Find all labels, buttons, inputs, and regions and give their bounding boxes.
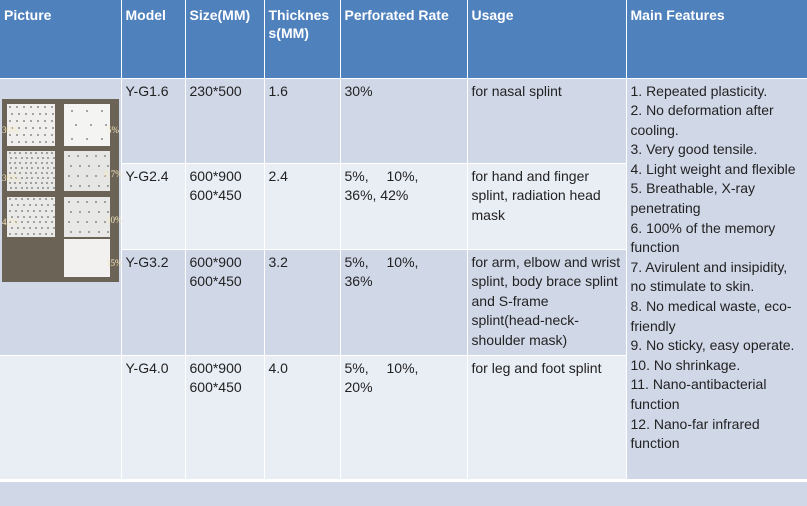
perforation-dot xyxy=(70,165,72,167)
perforation-dot xyxy=(95,221,97,223)
perforation-dot xyxy=(44,106,46,108)
perforation-dot xyxy=(107,231,109,233)
perforation-dot xyxy=(17,204,19,206)
perforation-dot xyxy=(33,233,35,235)
perforation-dot xyxy=(30,152,32,154)
header-perforated-rate: Perforated Rate xyxy=(340,0,467,78)
perforation-dot xyxy=(35,162,37,164)
photo-label: 5% xyxy=(107,124,119,135)
perforation-dot xyxy=(86,175,88,177)
size-cell: 230*500 xyxy=(185,78,264,163)
perforation-dot xyxy=(51,182,53,184)
perforation-dot xyxy=(45,141,47,143)
perforation-dot xyxy=(21,187,23,189)
perforation-dot xyxy=(104,201,106,203)
table-row xyxy=(0,78,807,163)
feature-item: 10. No shrinkage. xyxy=(630,356,741,373)
perforation-dot xyxy=(95,155,97,157)
perforation-dot xyxy=(101,138,103,140)
perforation-dot xyxy=(29,227,31,229)
perforation-dot xyxy=(53,227,55,229)
perforation-dot xyxy=(32,141,34,143)
perforation-dot xyxy=(71,138,73,140)
perforation-dot xyxy=(21,198,23,200)
perforation-dot xyxy=(79,165,81,167)
perforation-dot xyxy=(39,233,41,235)
perforation-dot xyxy=(98,185,100,187)
perforation-dot xyxy=(45,113,47,115)
thickness-cell: 1.6 xyxy=(264,78,340,163)
perforation-dot xyxy=(15,210,17,212)
perforation-dot xyxy=(10,157,12,159)
feature-item: 2. No deformation after cooling. xyxy=(630,102,774,138)
perforation-dot xyxy=(44,134,46,136)
header-row xyxy=(0,0,807,78)
header-usage: Usage xyxy=(467,0,626,78)
perforation-dot xyxy=(37,187,39,189)
perforation-dot xyxy=(26,187,28,189)
perforation-dot xyxy=(25,141,27,143)
perforation-dot xyxy=(53,157,55,159)
perforation-dot xyxy=(31,187,33,189)
thickness-cell: 4.0 xyxy=(264,355,340,479)
perforation-dot xyxy=(42,157,44,159)
header-main-features: Main Features xyxy=(626,0,807,78)
feature-item: 5. Breathable, X-ray penetrating xyxy=(630,180,756,217)
feature-item: 3. Very good tensile. xyxy=(630,141,758,158)
perforation-dot xyxy=(32,113,34,115)
photo-label: 10% xyxy=(106,214,123,225)
perforation-dot xyxy=(39,127,41,129)
model-cell: Y-G2.4 xyxy=(121,163,185,249)
perforation-dot xyxy=(41,182,43,184)
perforation-dot xyxy=(15,233,17,235)
perforation-dot xyxy=(77,175,79,177)
perforation-dot xyxy=(25,182,27,184)
perforation-dot xyxy=(45,198,47,200)
perforation-dot xyxy=(51,221,53,223)
perforation-dot xyxy=(39,221,41,223)
main-features-cell xyxy=(626,78,807,479)
perforation-dot xyxy=(68,221,70,223)
perforation-dot xyxy=(98,165,100,167)
perforation-dot xyxy=(33,198,35,200)
perforation-dot xyxy=(107,185,109,187)
perforation-dot xyxy=(98,231,100,233)
perforation-dot xyxy=(26,157,28,159)
size-cell: 600*900 600*450 xyxy=(185,249,264,355)
perforation-dot xyxy=(47,216,49,218)
perforation-dot xyxy=(35,172,37,174)
perforation-dot xyxy=(30,134,32,136)
perforation-dot xyxy=(86,110,88,112)
feature-item: 1. Repeated plasticity. xyxy=(630,82,768,99)
perforation-dot xyxy=(9,210,11,212)
perforation-dot xyxy=(88,185,90,187)
perforation-dot xyxy=(41,227,43,229)
photo-label: 15% xyxy=(106,257,123,268)
feature-item: 8. No medical waste, eco-friendly xyxy=(630,298,792,334)
perforation-dot xyxy=(47,177,49,179)
perforation-dot xyxy=(21,157,23,159)
perforation-dot xyxy=(88,211,90,213)
perforation-dot xyxy=(98,211,100,213)
perforation-dot xyxy=(51,120,53,122)
perforation-dot xyxy=(47,167,49,169)
perforation-dot xyxy=(47,157,49,159)
perforation-dot xyxy=(25,127,27,129)
perforation-dot xyxy=(52,141,54,143)
perforation-dot xyxy=(53,177,55,179)
perforation-dot xyxy=(30,162,32,164)
perforation-dot xyxy=(95,175,97,177)
perforation-dot xyxy=(37,134,39,136)
rate-cell: 5%, 10%, 36%, 42% xyxy=(340,163,467,249)
header-picture: Picture xyxy=(0,0,121,78)
perforation-dot xyxy=(68,175,70,177)
perforation-dot xyxy=(23,106,25,108)
perforation-dot xyxy=(79,211,81,213)
perforation-dot xyxy=(35,227,37,229)
perforation-dot xyxy=(52,113,54,115)
perforation-dot xyxy=(30,120,32,122)
perforation-dot xyxy=(21,210,23,212)
perforation-dot xyxy=(46,162,48,164)
perforation-dot xyxy=(51,198,53,200)
perforation-dot xyxy=(51,134,53,136)
perforation-dot xyxy=(42,167,44,169)
perforation-dot xyxy=(45,210,47,212)
perforation-dot xyxy=(23,134,25,136)
photo-label: 8.7% xyxy=(104,168,123,179)
perforation-dot xyxy=(30,182,32,184)
perforation-dot xyxy=(86,155,88,157)
feature-item: 7. Avirulent and insipidity, no stimulate to skin. xyxy=(630,258,788,295)
perforation-dot xyxy=(35,182,37,184)
perforation-dot xyxy=(19,172,21,174)
perforation-dot xyxy=(39,113,41,115)
perforation-dot xyxy=(41,172,43,174)
product-photo xyxy=(2,99,123,282)
perforation-dot xyxy=(23,227,25,229)
perforation-dot xyxy=(51,172,53,174)
perforation-dot xyxy=(44,120,46,122)
perforation-dot xyxy=(46,172,48,174)
perforation-dot xyxy=(47,187,49,189)
thickness-cell: 3.2 xyxy=(264,249,340,355)
perforation-dot xyxy=(52,127,54,129)
perforation-dot xyxy=(26,177,28,179)
perforation-dot xyxy=(88,165,90,167)
perforation-dot xyxy=(25,162,27,164)
perforation-dot xyxy=(9,233,11,235)
usage-cell: for leg and foot splint xyxy=(467,355,626,479)
usage-cell: for nasal splint xyxy=(467,78,626,163)
perforation-dot xyxy=(19,152,21,154)
perforation-dot xyxy=(39,141,41,143)
perforation-dot xyxy=(37,167,39,169)
perforation-dot xyxy=(37,177,39,179)
perforation-dot xyxy=(53,187,55,189)
model-cell: Y-G4.0 xyxy=(121,355,185,479)
feature-item: 12. Nano-far infrared function xyxy=(630,415,760,452)
perforation-dot xyxy=(31,157,33,159)
perforation-dot xyxy=(86,221,88,223)
perforation-dot xyxy=(27,221,29,223)
perforation-dot xyxy=(68,155,70,157)
perforation-dot xyxy=(31,167,33,169)
table-footer-bar xyxy=(0,481,807,506)
perforation-dot xyxy=(11,141,13,143)
model-cell: Y-G1.6 xyxy=(121,78,185,163)
perforation-dot xyxy=(9,152,11,154)
perforation-dot xyxy=(9,106,11,108)
header-model: Model xyxy=(121,0,185,78)
perforation-dot xyxy=(101,110,103,112)
perforation-dot xyxy=(25,113,27,115)
perforation-dot xyxy=(39,198,41,200)
thickness-cell: 2.4 xyxy=(264,163,340,249)
perforation-dot xyxy=(77,155,79,157)
perforation-dot xyxy=(29,216,31,218)
perforation-dot xyxy=(18,113,20,115)
perforation-dot xyxy=(14,162,16,164)
photo-label: 36% xyxy=(2,172,19,183)
perforation-dot xyxy=(31,177,33,179)
perforation-dot xyxy=(46,152,48,154)
perforation-dot xyxy=(77,201,79,203)
rate-cell: 5%, 10%, 36% xyxy=(340,249,467,355)
perforation-dot xyxy=(9,198,11,200)
perforation-dot xyxy=(27,210,29,212)
perforation-dot xyxy=(23,204,25,206)
picture-cell-empty xyxy=(0,355,121,479)
perforation-dot xyxy=(47,204,49,206)
perforation-dot xyxy=(37,120,39,122)
perforation-dot xyxy=(21,177,23,179)
perforation-dot xyxy=(41,162,43,164)
perforation-dot xyxy=(51,233,53,235)
perforation-dot xyxy=(53,167,55,169)
perforation-dot xyxy=(37,157,39,159)
perforation-dot xyxy=(15,157,17,159)
perforation-dot xyxy=(70,211,72,213)
perforation-dot xyxy=(42,187,44,189)
size-cell: 600*900 600*450 xyxy=(185,355,264,479)
perforation-dot xyxy=(19,162,21,164)
perforation-dot xyxy=(16,106,18,108)
perforation-dot xyxy=(30,106,32,108)
perforation-dot xyxy=(53,216,55,218)
header-size: Size(MM) xyxy=(185,0,264,78)
perforation-dot xyxy=(86,201,88,203)
perforation-dot xyxy=(90,124,92,126)
perforation-dot xyxy=(35,152,37,154)
header-thickness: Thicknes s(MM) xyxy=(264,0,340,78)
perforation-dot xyxy=(75,124,77,126)
perforation-dot xyxy=(71,110,73,112)
perforation-dot xyxy=(53,204,55,206)
feature-item: 6. 100% of the memory function xyxy=(630,219,776,256)
perforation-dot xyxy=(88,231,90,233)
perforation-dot xyxy=(51,210,53,212)
perforation-dot xyxy=(23,216,25,218)
perforation-dot xyxy=(33,221,35,223)
perforation-dot xyxy=(33,210,35,212)
perforation-dot xyxy=(35,204,37,206)
perforation-dot xyxy=(68,201,70,203)
perforation-dot xyxy=(27,233,29,235)
perforation-dot xyxy=(25,152,27,154)
perforation-dot xyxy=(45,221,47,223)
perforation-dot xyxy=(41,204,43,206)
perforation-dot xyxy=(95,201,97,203)
rate-cell: 30% xyxy=(340,78,467,163)
perforation-dot xyxy=(70,231,72,233)
perforation-dot xyxy=(79,185,81,187)
feature-item: 4. Light weight and flexible xyxy=(630,160,796,177)
perforation-dot xyxy=(32,127,34,129)
perforation-dot xyxy=(21,233,23,235)
model-cell: Y-G3.2 xyxy=(121,249,185,355)
perforation-dot xyxy=(21,167,23,169)
usage-cell: for arm, elbow and wrist splint, body brace splint and S-frame splint(head-neck-shoulder mask) xyxy=(467,249,626,355)
perforation-dot xyxy=(79,231,81,233)
perforation-dot xyxy=(45,127,47,129)
perforation-dot xyxy=(30,172,32,174)
perforation-dot xyxy=(37,106,39,108)
rate-cell: 5%, 10%, 20% xyxy=(340,355,467,479)
perforation-dot xyxy=(41,152,43,154)
perforation-dot xyxy=(9,162,11,164)
picture-cell xyxy=(0,78,121,355)
usage-cell: for hand and finger splint, radiation head mask xyxy=(467,163,626,249)
perforation-dot xyxy=(77,221,79,223)
perforation-dot xyxy=(51,152,53,154)
size-cell: 600*900 600*450 xyxy=(185,163,264,249)
perforation-dot xyxy=(104,155,106,157)
perforation-dot xyxy=(18,141,20,143)
perforation-dot xyxy=(29,204,31,206)
photo-label: 30% xyxy=(2,124,19,135)
perforation-dot xyxy=(35,216,37,218)
perforation-dot xyxy=(42,177,44,179)
perforation-dot xyxy=(19,182,21,184)
perforation-dot xyxy=(39,210,41,212)
perforation-dot xyxy=(21,221,23,223)
photo-label: 42% xyxy=(2,216,19,227)
perforation-dot xyxy=(11,204,13,206)
perforation-dot xyxy=(15,198,17,200)
perforation-dot xyxy=(46,182,48,184)
perforation-dot xyxy=(47,227,49,229)
perforation-dot xyxy=(45,233,47,235)
perforation-dot xyxy=(26,167,28,169)
feature-item: 9. No sticky, easy operate. xyxy=(630,337,795,354)
perforation-dot xyxy=(25,172,27,174)
perforation-dot xyxy=(14,152,16,154)
perforation-dot xyxy=(27,198,29,200)
perforation-dot xyxy=(51,162,53,164)
perforation-dot xyxy=(23,120,25,122)
perforation-dot xyxy=(86,138,88,140)
perforation-dot xyxy=(70,185,72,187)
perforation-dot xyxy=(11,113,13,115)
perforation-dot xyxy=(51,106,53,108)
feature-item: 11. Nano-antibacterial function xyxy=(630,376,767,412)
perforation-dot xyxy=(41,216,43,218)
